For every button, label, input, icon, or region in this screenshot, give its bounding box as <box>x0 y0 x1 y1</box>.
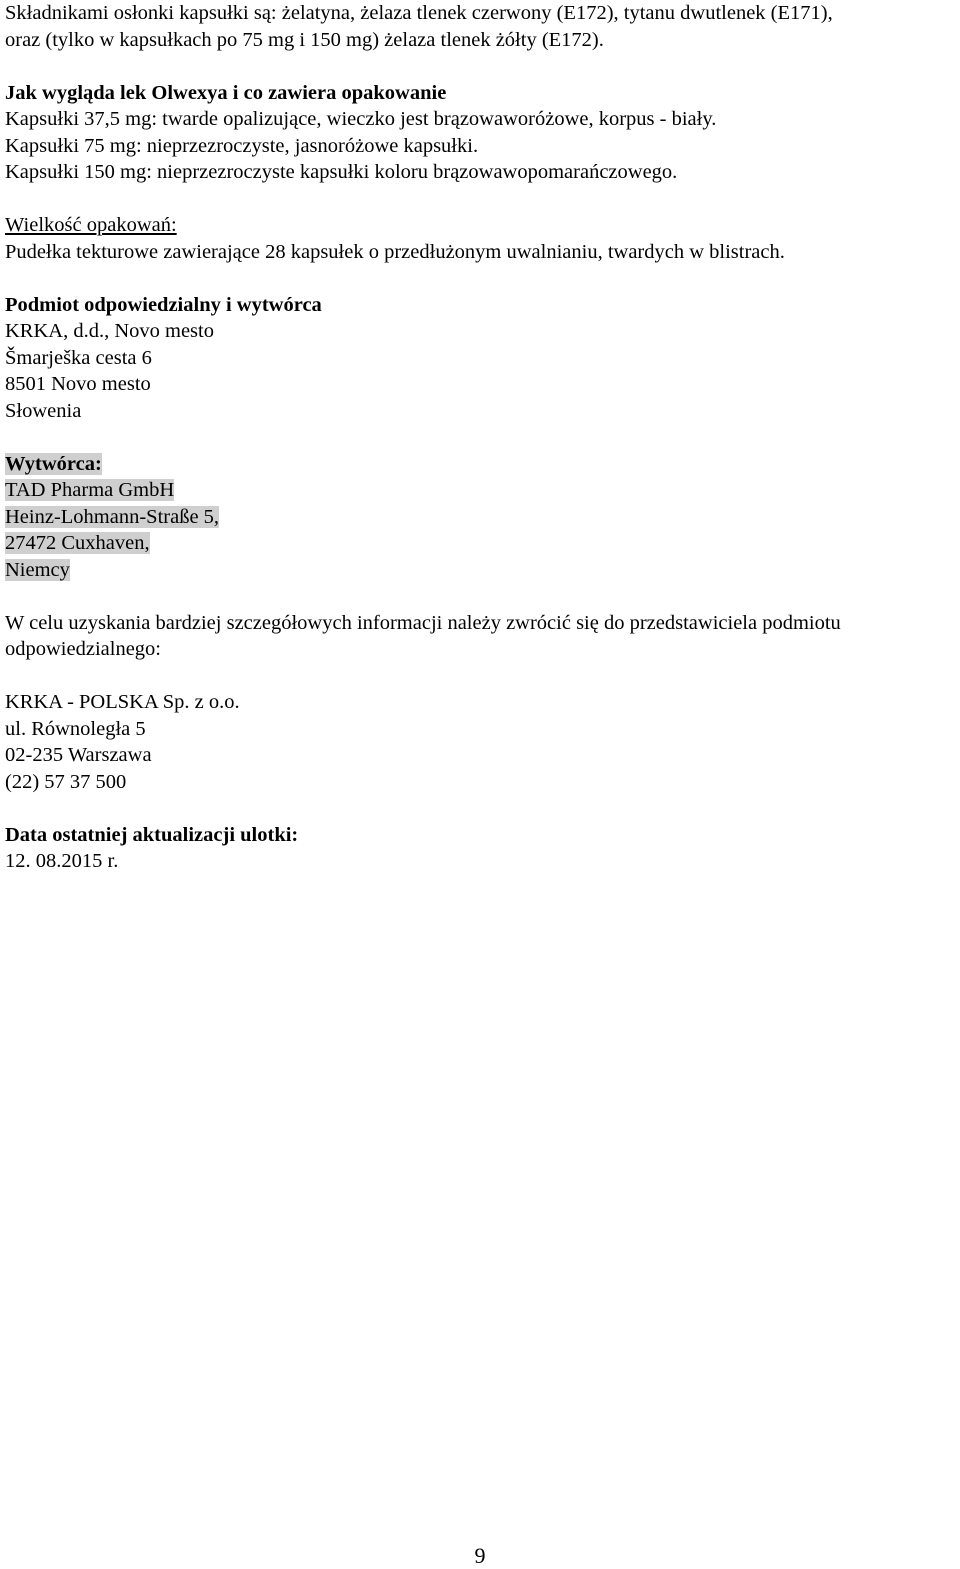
shell-line-1: Składnikami osłonki kapsułki są: żelatyna, żelaza tlenek czerwony (E172), tytanu dwutlenek (E171), <box>5 2 833 24</box>
contact-intro-line-1: W celu uzyskania bardziej szczegółowych informacji należy zwrócić się do przedstawiciela podmiotu <box>5 611 841 634</box>
contact-section <box>5 610 955 796</box>
manufacturer-line: TAD Pharma GmbH <box>5 479 175 501</box>
manufacturer-line: Heinz-Lohmann-Straße 5, <box>5 505 220 528</box>
page-number: 9 <box>474 1543 486 1568</box>
appearance-line: Kapsułki 150 mg: nieprzezroczyste kapsułki koloru brązowawopomarańczowego. <box>5 161 678 183</box>
appearance-heading: Jak wygląda lek Olwexya i co zawiera opakowanie <box>5 81 447 104</box>
responsible-line: KRKA, d.d., Novo mesto <box>5 320 214 342</box>
contact-line: KRKA - POLSKA Sp. z o.o. <box>5 691 240 713</box>
responsible-section <box>5 292 955 425</box>
manufacturer-line: 27472 Cuxhaven, <box>5 532 150 554</box>
update-section <box>5 822 955 875</box>
manufacturer-line: Niemcy <box>5 558 70 581</box>
manufacturer-heading: Wytwórca: <box>5 452 102 475</box>
contact-line: ul. Równoległa 5 <box>5 717 146 740</box>
update-date: 12. 08.2015 r. <box>5 850 119 872</box>
responsible-line: Šmarješka cesta 6 <box>5 346 152 369</box>
pack-size-heading: Wielkość opakowań: <box>5 214 177 236</box>
appearance-line: Kapsułki 75 mg: nieprzezroczyste, jasnoróżowe kapsułki. <box>5 134 479 157</box>
pack-size-section <box>5 212 955 265</box>
contact-line: (22) 57 37 500 <box>5 770 127 793</box>
responsible-line: 8501 Novo mesto <box>5 373 151 395</box>
appearance-line: Kapsułki 37,5 mg: twarde opalizujące, wieczko jest brązowaworóżowe, korpus - biały. <box>5 108 717 130</box>
document-page <box>5 0 955 875</box>
contact-line: 02-235 Warszawa <box>5 744 152 766</box>
responsible-line: Słowenia <box>5 399 82 422</box>
manufacturer-section <box>5 451 955 584</box>
shell-composition <box>5 0 955 53</box>
update-heading: Data ostatniej aktualizacji ulotki: <box>5 823 299 846</box>
contact-intro-line-2: odpowiedzialnego: <box>5 638 161 660</box>
shell-line-2: oraz (tylko w kapsułkach po 75 mg i 150 mg) żelaza tlenek żółty (E172). <box>5 28 604 51</box>
appearance-section <box>5 80 955 186</box>
pack-size-text: Pudełka tekturowe zawierające 28 kapsułek o przedłużonym uwalnianiu, twardych w blistrach. <box>5 240 785 263</box>
responsible-heading: Podmiot odpowiedzialny i wytwórca <box>5 293 322 316</box>
